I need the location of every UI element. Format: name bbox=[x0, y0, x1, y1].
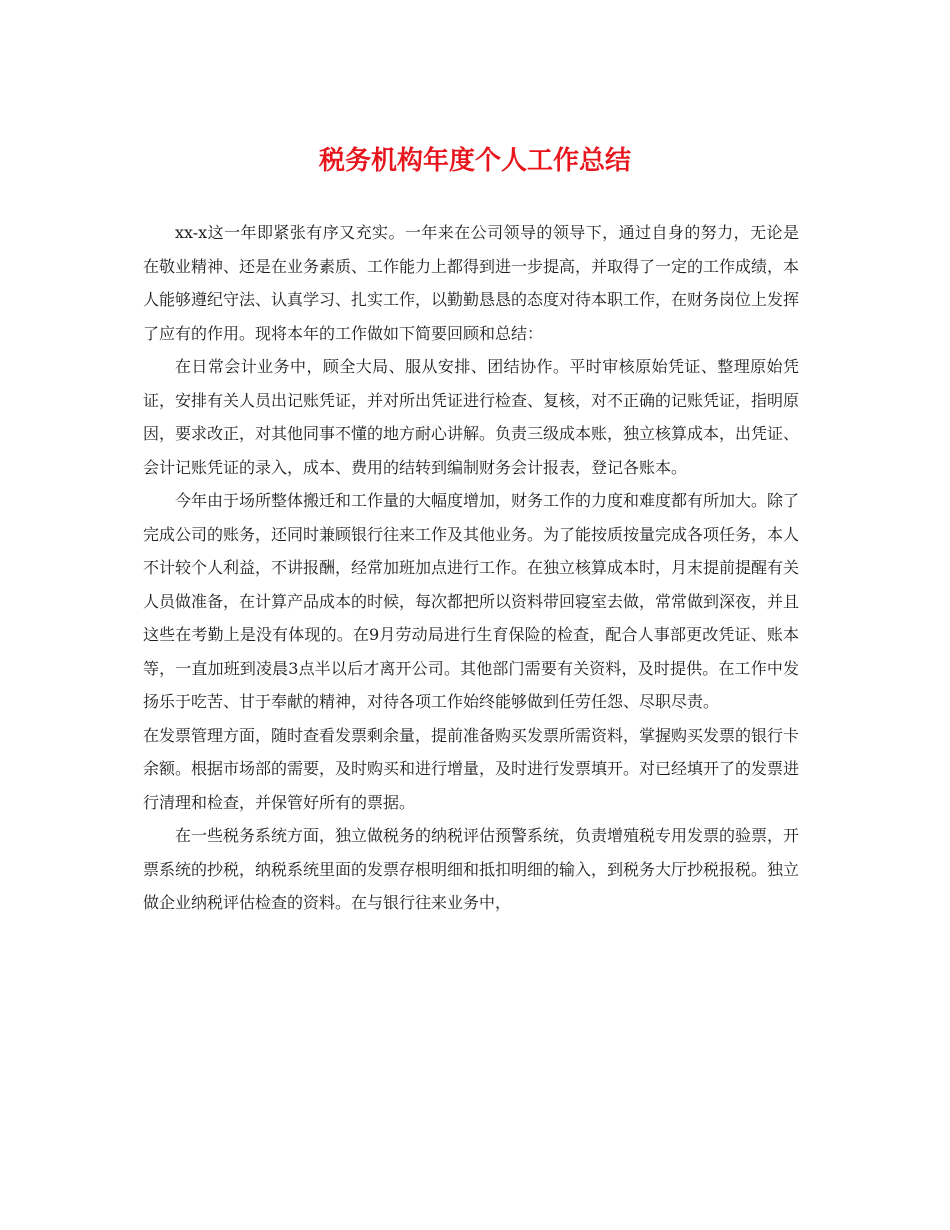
paragraph-daily-accounting: 在日常会计业务中，顾全大局、服从安排、团结协作。平时审核原始凭证、整理原始凭证，安排有关人员出记账凭证，并对所出凭证进行检查、复核，对不正确的记账凭证，指明原因，要求改正，对其他同事不懂的地方耐心讲解。负责三级成本账，独立核算成本，出凭证、会计记账凭证的录入，成本、费用的结转到编制财务会计报表，登记各账本。 bbox=[143, 357, 800, 477]
paragraph-intro: xx-x这一年即紧张有序又充实。一年来在公司领导的领导下，通过自身的努力，无论是在敬业精神、还是在业务素质、工作能力上都得到进一步提高，并取得了一定的工作成绩，本人能够遵纪守法、认真学习、扎实工作，以勤勤恳恳的态度对待本职工作，在财务岗位上发挥了应有的作用。现将本年的工作做如下简要回顾和总结： bbox=[143, 223, 800, 343]
paragraph-tax-system: 在一些税务系统方面，独立做税务的纳税评估预警系统，负责增殖税专用发票的验票，开票系统的抄税，纳税系统里面的发票存根明细和抵扣明细的输入，到税务大厅抄税报税。独立做企业纳税评估检查的资料。在与银行往来业务中， bbox=[143, 826, 800, 912]
document-title: 税务机构年度个人工作总结 bbox=[318, 146, 631, 176]
paragraph-invoice-management: 在发票管理方面，随时查看发票剩余量，提前准备购买发票所需资料，掌握购买发票的银行卡余额。根据市场部的需要，及时购买和进行增量，及时进行发票填开。对已经填开了的发票进行清理和检查，并保管好所有的票据。 bbox=[143, 725, 800, 812]
paragraph-workload: 今年由于场所整体搬迁和工作量的大幅度增加，财务工作的力度和难度都有所加大。除了完成公司的账务，还同时兼顾银行往来工作及其他业务。为了能按质按量完成各项任务，本人不计较个人利益，不讲报酬，经常加班加点进行工作。在独立核算成本时，月末提前提醒有关人员做准备，在计算产品成本的时候，每次都把所以资料带回寝室去做，常常做到深夜，并且这些在考勤上是没有体现的。在9月劳动局进行生育保险的检查，配合人事部更改凭证、账本等，一直加班到凌晨3点半以后才离开公司。其他部门需要有关资料，及时提供。在工作中发扬乐于吃苦、甘于奉献的精神，对待各项工作始终能够做到任劳任怨、尽职尽责。 bbox=[143, 491, 800, 711]
document-body bbox=[143, 216, 799, 920]
